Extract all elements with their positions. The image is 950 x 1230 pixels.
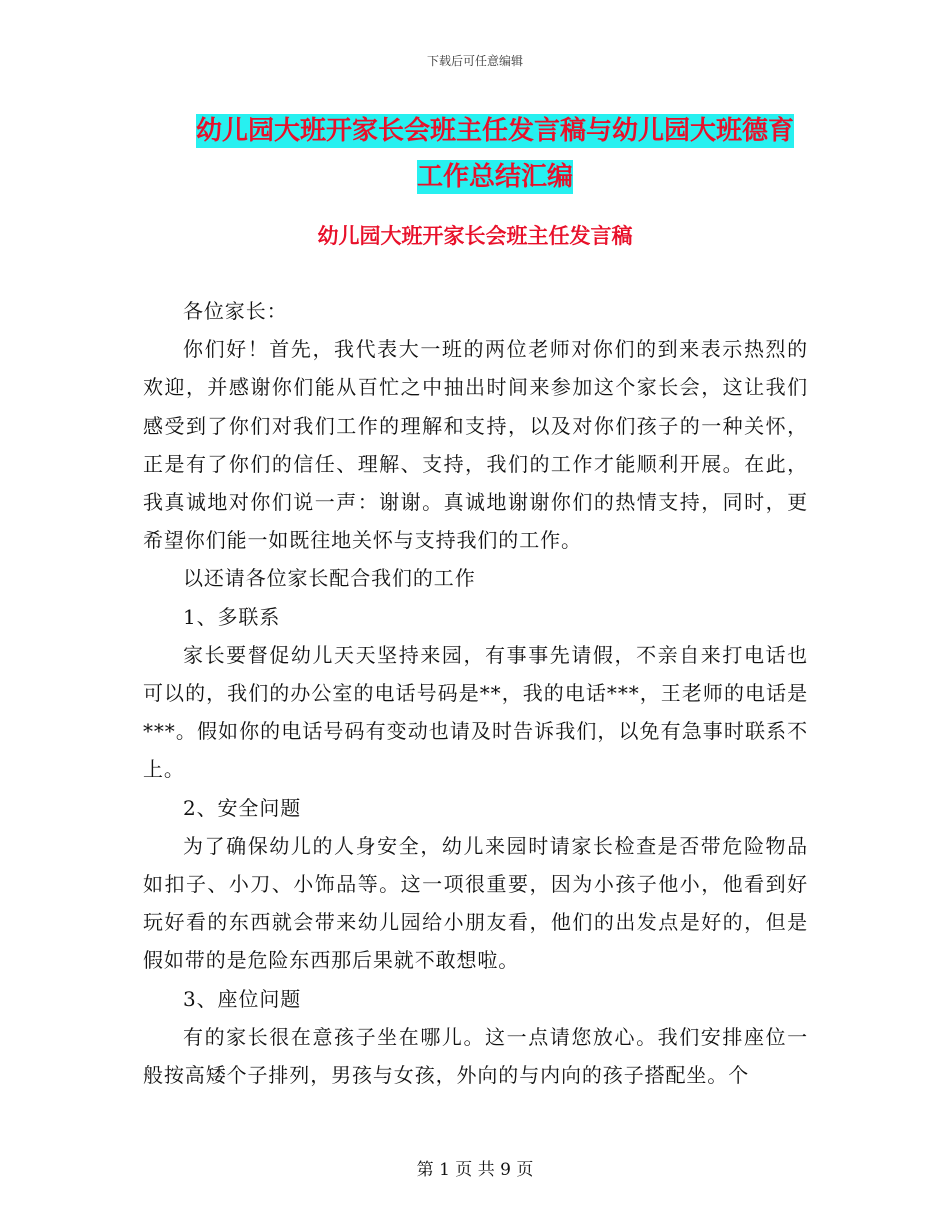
body-text <box>143 292 808 1094</box>
paragraph-greeting: 各位家长： <box>183 299 288 323</box>
paragraph-seating: 有的家长很在意孩子坐在哪儿。这一点请您放心。我们安排座位一般按高矮个子排列，男孩与女孩，外向的与内向的孩子搭配坐。个 <box>143 1024 808 1088</box>
subheading-seating: 3、座位问题 <box>183 986 302 1011</box>
paragraph-safety: 为了确保幼儿的人身安全，幼儿来园时请家长检查是否带危险物品如扣子、小刀、小饰品等。这一项很重要，因为小孩子他小，他看到好玩好看的东西就会带来幼儿园给小朋友看，他们的出发点是好的，但是假如带的是危险东西那后果就不敢想啦。 <box>143 833 808 973</box>
document-title-line-2: 工作总结汇编 <box>416 162 573 192</box>
document-title <box>145 108 845 200</box>
paragraph-intro: 你们好！首先，我代表大一班的两位老师对你们的到来表示热烈的欢迎，并感谢你们能从百忙之中抽出时间来参加这个家长会，这让我们感受到了你们对我们工作的理解和支持，以及对你们孩子的一种关怀，正是有了你们的信任、理解、支持，我们的工作才能顺利开展。在此，我真诚地对你们说一声：谢谢。真诚地谢谢你们的热情支持，同时，更希望你们能一如既往地关怀与支持我们的工作。 <box>143 337 808 553</box>
paragraph-request: 以还请各位家长配合我们的工作 <box>183 566 476 591</box>
page-number: 第 1 页 共 9 页 <box>416 1160 534 1180</box>
paragraph-contact: 家长要督促幼儿天天坚持来园，有事事先请假，不亲自来打电话也可以的，我们的办公室的电话号码是**，我的电话***，王老师的电话是***。假如你的电话号码有变动也请及时告诉我们，以免有急事时联系不上。 <box>143 642 808 782</box>
header-note: 下载后可任意编辑 <box>426 54 523 68</box>
document-title-line-1: 幼儿园大班开家长会班主任发言稿与幼儿园大班德育 <box>195 116 794 146</box>
subheading-safety: 2、安全问题 <box>183 795 302 820</box>
subheading-contact: 1、多联系 <box>183 604 281 629</box>
section-title: 幼儿园大班开家长会班主任发言稿 <box>317 224 633 248</box>
